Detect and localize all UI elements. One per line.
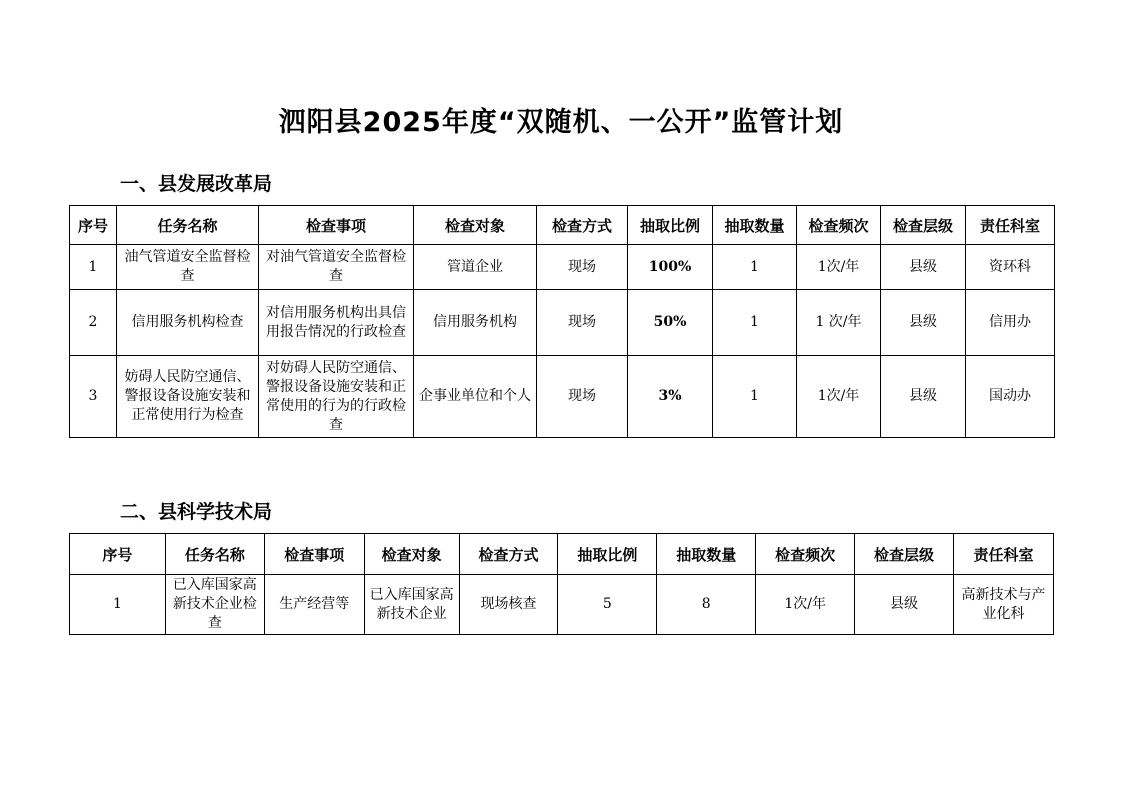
table-row bbox=[70, 290, 1055, 356]
cell-task: 信用服务机构检查 bbox=[117, 290, 259, 356]
cell-frequency: 1次/年 bbox=[756, 575, 855, 635]
cell-item: 对妨碍人民防空通信、警报设备设施安装和正常使用的行为的行政检查 bbox=[259, 356, 414, 438]
column-header-count: 抽取数量 bbox=[713, 206, 797, 245]
cell-method: 现场核查 bbox=[459, 575, 558, 635]
section-heading-science-technology: 二、县科学技术局 bbox=[120, 501, 273, 523]
cell-level: 县级 bbox=[881, 245, 966, 290]
table-row bbox=[70, 356, 1055, 438]
cell-task: 油气管道安全监督检查 bbox=[117, 245, 259, 290]
cell-level: 县级 bbox=[881, 356, 966, 438]
cell-office: 资环科 bbox=[966, 245, 1055, 290]
cell-count: 1 bbox=[713, 356, 797, 438]
cell-level: 县级 bbox=[881, 290, 966, 356]
section-heading-development-reform: 一、县发展改革局 bbox=[120, 173, 273, 195]
column-header-level: 检查层级 bbox=[855, 534, 954, 575]
cell-count: 1 bbox=[713, 290, 797, 356]
cell-method: 现场 bbox=[537, 356, 628, 438]
column-header-item: 检查事项 bbox=[264, 534, 364, 575]
cell-count: 1 bbox=[713, 245, 797, 290]
column-header-level: 检查层级 bbox=[881, 206, 966, 245]
table-header-row bbox=[70, 206, 1055, 245]
column-header-item: 检查事项 bbox=[259, 206, 414, 245]
column-header-ratio: 抽取比例 bbox=[558, 534, 657, 575]
column-header-no: 序号 bbox=[70, 206, 117, 245]
column-header-task: 任务名称 bbox=[117, 206, 259, 245]
column-header-office: 责任科室 bbox=[953, 534, 1053, 575]
document-title: 泗阳县2025年度“双随机、一公开”监管计划 bbox=[278, 107, 844, 138]
cell-task: 已入库国家高新技术企业检查 bbox=[165, 575, 264, 635]
column-header-ratio: 抽取比例 bbox=[628, 206, 713, 245]
cell-office: 高新技术与产业化科 bbox=[953, 575, 1053, 635]
table-row bbox=[70, 245, 1055, 290]
cell-office: 国动办 bbox=[966, 356, 1055, 438]
column-header-frequency: 检查频次 bbox=[797, 206, 881, 245]
cell-frequency: 1次/年 bbox=[797, 245, 881, 290]
cell-target: 信用服务机构 bbox=[414, 290, 537, 356]
cell-item: 生产经营等 bbox=[264, 575, 364, 635]
cell-item: 对油气管道安全监督检查 bbox=[259, 245, 414, 290]
cell-no: 1 bbox=[70, 575, 166, 635]
column-header-count: 抽取数量 bbox=[657, 534, 756, 575]
cell-level: 县级 bbox=[855, 575, 954, 635]
cell-ratio: 50% bbox=[628, 290, 713, 356]
cell-target: 管道企业 bbox=[414, 245, 537, 290]
column-header-target: 检查对象 bbox=[364, 534, 459, 575]
cell-ratio: 3% bbox=[628, 356, 713, 438]
inspection-table-science-technology bbox=[69, 533, 1054, 635]
cell-office: 信用办 bbox=[966, 290, 1055, 356]
cell-no: 3 bbox=[70, 356, 117, 438]
cell-no: 2 bbox=[70, 290, 117, 356]
cell-target: 企事业单位和个人 bbox=[414, 356, 537, 438]
cell-frequency: 1 次/年 bbox=[797, 290, 881, 356]
cell-method: 现场 bbox=[537, 290, 628, 356]
cell-no: 1 bbox=[70, 245, 117, 290]
column-header-target: 检查对象 bbox=[414, 206, 537, 245]
inspection-table-development-reform bbox=[69, 205, 1055, 438]
column-header-task: 任务名称 bbox=[165, 534, 264, 575]
column-header-method: 检查方式 bbox=[537, 206, 628, 245]
table-row bbox=[70, 575, 1054, 635]
cell-method: 现场 bbox=[537, 245, 628, 290]
column-header-method: 检查方式 bbox=[459, 534, 558, 575]
column-header-no: 序号 bbox=[70, 534, 166, 575]
column-header-frequency: 检查频次 bbox=[756, 534, 855, 575]
cell-ratio: 5 bbox=[558, 575, 657, 635]
cell-target: 已入库国家高新技术企业 bbox=[364, 575, 459, 635]
cell-task: 妨碍人民防空通信、警报设备设施安装和正常使用行为检查 bbox=[117, 356, 259, 438]
cell-item: 对信用服务机构出具信用报告情况的行政检查 bbox=[259, 290, 414, 356]
column-header-office: 责任科室 bbox=[966, 206, 1055, 245]
cell-ratio: 100% bbox=[628, 245, 713, 290]
cell-frequency: 1次/年 bbox=[797, 356, 881, 438]
cell-count: 8 bbox=[657, 575, 756, 635]
table-header-row bbox=[70, 534, 1054, 575]
